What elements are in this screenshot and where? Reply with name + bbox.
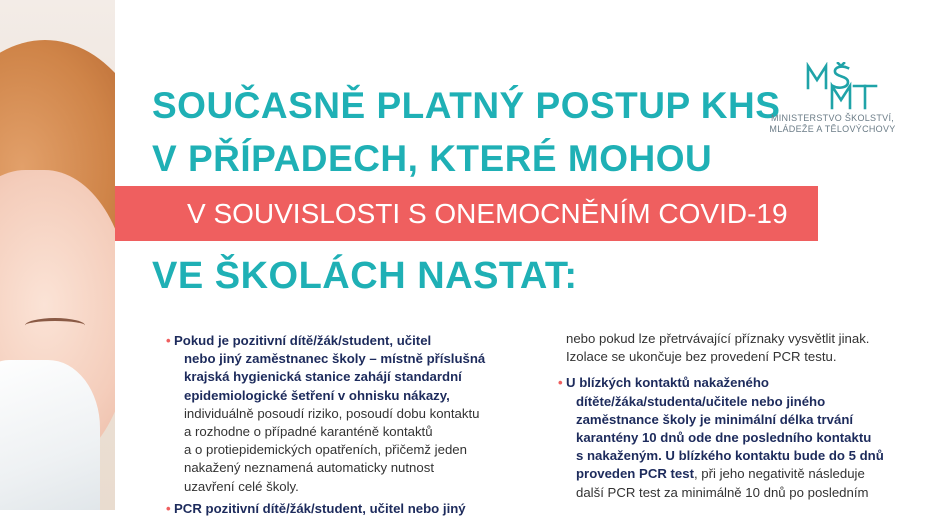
item1-bold-line: Pokud je pozitivní dítě/žák/student, učitel: [174, 333, 432, 348]
item-bold-line: karantény 10 dnů ode dne posledního kontaktu: [576, 430, 872, 446]
logo-text-line2: MLÁDEŽE A TĚLOVÝCHOVY: [769, 124, 896, 134]
logo-text: [760, 113, 905, 135]
list-item: [166, 500, 529, 518]
item-mixed-bold: proveden PCR test: [576, 466, 694, 482]
item1-bold-line: krajská hygienická stanice zahájí standardní: [184, 369, 462, 385]
title-line-2: V PŘÍPADECH, KTERÉ MOHOU: [152, 138, 713, 179]
item-bold-line: s nakaženým. U blízkého kontaktu bude do 5 dnů: [576, 448, 884, 464]
item1-line: nakažený neznamená automaticky nutnost: [184, 460, 434, 476]
item1-line: a rozhodne o případné karanténě kontaktů: [184, 424, 433, 440]
title-band: V SOUVISLOSTI S ONEMOCNĚNÍM COVID-19: [115, 186, 818, 241]
item-bold-line: zaměstnance školy je minimální délka trvání: [576, 411, 854, 427]
item-bold-line: U blízkých kontaktů nakaženého: [566, 375, 769, 391]
list-item: [558, 374, 926, 501]
column-right: [558, 330, 926, 506]
item1-bold-line: nebo jiný zaměstnanec školy – místně příslušná: [184, 351, 486, 367]
item-mixed-line: [566, 465, 926, 483]
column-left: [166, 332, 529, 522]
item-bold-line: dítěte/žáka/studenta/učitele nebo jiného: [576, 393, 826, 409]
cont-line: nebo pokud lze přetrvávající příznaky vysvětlit jinak.: [566, 331, 870, 346]
hero-photo: [0, 0, 115, 510]
msmt-logo-icon: [804, 62, 879, 110]
bullet-icon: •: [166, 333, 171, 348]
item1-bold-line: epidemiologické šetření v ohnisku nákazy,: [184, 387, 450, 403]
item1-line: individuálně posoudí riziko, posoudí dobu kontaktu: [184, 405, 480, 421]
bullet-icon: •: [166, 500, 171, 516]
item1-line: a o protiepidemických opatřeních, přičemž jeden: [184, 442, 467, 458]
item1-line: uzavření celé školy.: [184, 478, 299, 494]
item-mixed-normal: , při jeho negativitě následuje: [693, 466, 865, 482]
title-line-1: SOUČASNĚ PLATNÝ POSTUP KHS: [152, 85, 781, 126]
list-item: [166, 332, 529, 496]
msmt-logo: [760, 62, 930, 142]
photo-eye: [25, 318, 85, 333]
cont-line: Izolace se ukončuje bez provedení PCR testu.: [566, 349, 837, 365]
photo-tissue: [0, 360, 100, 510]
list-item-continued: [566, 330, 926, 366]
item-line: další PCR test za minimálně 10 dnů po posledním: [576, 484, 869, 500]
item2-bold-line: PCR pozitivní dítě/žák/student, učitel nebo jiný: [174, 500, 466, 516]
bullet-icon: •: [558, 375, 563, 391]
logo-text-line1: MINISTERSTVO ŠKOLSTVÍ,: [770, 113, 895, 123]
title-line-3: VE ŠKOLÁCH NASTAT:: [152, 255, 578, 297]
